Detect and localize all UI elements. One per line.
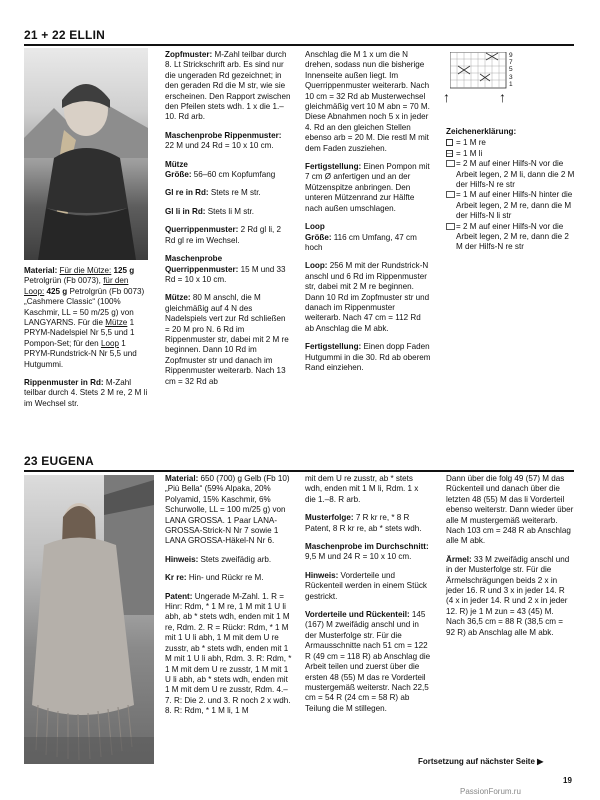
text: Stets li M str. — [207, 206, 255, 216]
inline-text: M-Zahl teilbar durch 4. Stets 2 M re, 2 M li im Wechsel str. — [24, 378, 148, 408]
label: Maschenprobe Querrippenmuster: — [165, 254, 239, 274]
label: Material: — [24, 266, 58, 275]
arrow-up-icon: ↑ — [499, 89, 506, 105]
cable-cross-icon — [446, 223, 455, 230]
paragraph — [165, 207, 291, 217]
text: Stets zweifädig arb. — [200, 554, 272, 564]
paragraph — [165, 573, 293, 583]
inline-text: 1 PRYM-Nadelspiel Nr 5,5 und 1 Pompon-Set; für den — [24, 318, 135, 348]
text: M-Zahl teilbar durch 8. Lt Strickschrift arb. Es sind nur die ungeraden Rd gezeichnet; in den geraden Rd die M str, wie sie erscheinen. Den Rapport zwischen den Pfeilen stets wdh. 1 x die 1.–10. Rd arb. — [165, 50, 291, 122]
text: Dann über die folg 49 (57) M das Rückenteil und danach über die letzten 48 (55) M das li Vorderteil ebenso weiterstr. Dann wieder über alle M mustergemäß weiterarb. Nach 103 cm = 248 R ab Anschlag alle M abk. — [446, 474, 574, 546]
row-number: 5 — [509, 66, 513, 74]
inline-text: 425 g — [46, 286, 68, 296]
paragraph — [165, 50, 291, 123]
legend-title: Zeichenerklärung: — [446, 127, 517, 136]
text: 15 M und 33 Rd = 10 x 10 cm. — [165, 264, 286, 284]
cable-right-icon — [446, 191, 455, 198]
paragraph — [305, 162, 431, 214]
label: Gl li in Rd: — [165, 206, 206, 216]
text: 116 cm Umfang, 47 cm hoch — [305, 232, 417, 252]
text: 2 Rd gl li, 2 Rd gl re im Wechsel. — [165, 225, 282, 245]
label: Musterfolge: — [305, 513, 354, 523]
inline-text: Mütze — [105, 318, 128, 328]
text: 33 M zweifädig anschl und in der Musterfolge str. Für die Ärmelschrägungen beids 2 x in jeder 16. R und 3 x in jeder 14. R (4 x in jeder 14. R und 2 x in jeder 12. R) je 1 M zun = 43 (45) M. Nach 36,5 cm = 88 R (38,5 cm = 92 R) ab Anschlag alle M abk. — [446, 554, 570, 637]
label: Fertigstellung: — [305, 342, 362, 352]
eugena-column-3 — [446, 474, 574, 646]
legend-item — [446, 190, 576, 221]
inline-text: Petrolgrün (Fb 0073), — [24, 276, 101, 286]
label: Kr re: — [165, 573, 187, 583]
text: Ungerade M-Zahl. 1. R = Hinr: Rdm, * 1 M re, 1 M mit 1 U li abh, ab * stets wdh, enden mit 1 M re, Rdm. 2. R = Rückr: Rdm, * 1 M mit 1 U li abh, 1 M mit dem U re zusstr, ab * stets wdh, enden mit 1 M mit 1 U li abh, Rdm. 3. R: Rdm, * 1 M mit dem U re zusstr, 1 M mit 1 U li abh, ab * stets wdh, enden mit 1 M mit dem U re zusstr, Rdm. 4.–7. R: Die 2. und 3. R noch 2 x wdh. 8. R: Rdm, * 1 M li, 1 M — [165, 591, 292, 716]
text: 256 M mit der Rundstrick-N anschl und 6 Rd im Rippenmuster str, dabei mit 2 M re beginnen. Dann 10 Rd im Zopfmuster str und danach im Rippenmuster weiterarb. Nach 47 cm = 112 Rd ab Anschlag die M abk. — [305, 261, 430, 333]
legend-item — [446, 149, 576, 159]
row-number: 3 — [509, 73, 513, 81]
text: Vorderteile und Rückenteil werden in einem Stück gestrickt. — [305, 570, 427, 601]
row-number: 1 — [509, 80, 513, 88]
paragraph — [305, 50, 431, 154]
paragraph — [305, 222, 431, 232]
label: Hinweis: — [165, 554, 199, 564]
label: Zopfmuster: — [165, 50, 213, 59]
inline-text: 1 PRYM-Rundstrick-N Nr 5,5 und Hutgummi. — [24, 338, 137, 369]
paragraph — [165, 225, 291, 246]
ellin-column-3 — [305, 50, 431, 381]
section-heading-eugena: 23 EUGENA — [24, 454, 574, 472]
legend-text: = 2 M auf einer Hilfs-N vor die Arbeit legen, 2 M li, dann die 2 M der Hilfs-N re str — [456, 159, 575, 190]
paragraph — [165, 293, 291, 387]
legend-text: = 2 M auf einer Hilfs-N vor die Arbeit legen, 2 M re, dann die 2 M der Hilfs-N re str — [456, 221, 569, 252]
model-illustration — [24, 48, 148, 260]
text: 7 R kr re, * 8 R Patent, 8 R kr re, ab * stets wdh. — [305, 513, 422, 533]
paragraph — [446, 474, 574, 547]
eugena-column-1 — [165, 474, 293, 725]
section-heading-ellin: 21 + 22 ELLIN — [24, 28, 574, 46]
label: Mütze: — [165, 293, 191, 303]
paragraph — [305, 513, 431, 534]
arrow-up-icon: ↑ — [443, 89, 450, 105]
row-number: 7 — [509, 59, 513, 67]
label: Größe: — [165, 170, 192, 180]
photo-eugena-model — [24, 475, 154, 764]
cable-left-icon — [446, 160, 455, 167]
text: 80 M anschl, die M gleichmäßig auf 4 N des Nadelspiels vert zur Rd schließen = 20 M pro N. 6 Rd im Rippenmuster str, dabei mit 2 M re beginnen. Dann 10 Rd im Zopfmuster str und danach im Rippenmuster weiterarb. Nach 13 cm = 32 Rd ab — [165, 293, 289, 386]
text: Einen Pompon mit 7 cm Ø anfertigen und an der Mützenspitze anbringen. Den unteren Mützenrand zur Hälfte nach außen umschlagen. — [305, 162, 430, 213]
paragraph — [305, 474, 431, 505]
label: Vorderteile und Rückenteil: — [305, 610, 410, 620]
paragraph — [305, 610, 431, 714]
inline-text: für den — [103, 276, 129, 286]
paragraph — [165, 131, 291, 152]
inline-text: Petrolgrün (Fb 0073) „Cashmere Classic“ (100% Kaschmir, LL = 50 m/25 g) von LANGYARNS. Für die — [24, 286, 145, 328]
legend-item — [446, 222, 576, 253]
paragraph — [305, 571, 431, 602]
eugena-column-2 — [305, 474, 431, 722]
paragraph — [165, 254, 291, 285]
paragraph — [305, 233, 431, 254]
text: 56–60 cm Kopfumfang — [193, 170, 276, 180]
label: Fertigstellung: — [305, 162, 362, 172]
label: Querrippenmuster: — [165, 225, 239, 235]
inline-text: Für die Mütze: — [59, 266, 112, 275]
chart-legend — [446, 127, 576, 253]
text: Anschlag die M 1 x um die N drehen, sodass nun die bisherige Innenseite außen liegt. Im Querrippenmuster weiterarb. Nach 10 cm = 32 Rd ab Musterwechsel gleichmäßig vert 10 M abn = 70 M. Diese Abnahmen noch 5 x in jeder 4. Rd an den gleichen Stellen ebenso arb = 20 M. Die restl M mit dem Faden zusziehen. — [305, 50, 430, 153]
text: mit dem U re zusstr, ab * stets wdh, enden mit 1 M li, Rdm. 1 x die 1.–8. R arb. — [305, 474, 419, 504]
text: Stets re M str. — [210, 188, 261, 198]
text: 145 (167) M zweifädig anschl und in der Musterfolge str. Für die Armausschnitte nach 51 cm = 122 R (49 cm = 118 R) ab Anschlag die Arbeit teilen und zuerst über die ersten 48 (55) M das re Vorderteil mustergemäß weiterstr. Nach 22,5 cm = 54 R (24 cm = 58 R) ab Teilung die M stillegen. — [305, 610, 431, 713]
label: Hinweis: — [305, 570, 339, 580]
ellin-column-1 — [24, 266, 150, 417]
label: Material: — [165, 474, 199, 483]
legend-item — [446, 138, 576, 148]
paragraph — [165, 160, 291, 170]
paragraph — [305, 542, 431, 563]
paragraph — [165, 170, 291, 180]
label: Größe: — [305, 232, 332, 242]
chart-row-numbers — [509, 52, 513, 88]
label: Maschenprobe im Durchschnitt: — [305, 542, 429, 552]
model-illustration — [24, 475, 154, 764]
paragraph — [305, 342, 431, 373]
paragraph — [165, 474, 293, 547]
photo-ellin-model — [24, 48, 148, 260]
paragraph — [446, 555, 574, 638]
text: 22 M und 24 Rd = 10 x 10 cm. — [165, 141, 274, 151]
label: Gl re in Rd: — [165, 188, 209, 198]
label: Rippenmuster in Rd: — [24, 378, 104, 388]
label: Maschenprobe Rippenmuster: — [165, 130, 282, 140]
legend-text: = 1 M li — [456, 148, 483, 158]
label: Patent: — [165, 591, 193, 601]
paragraph — [165, 592, 293, 717]
paragraph — [305, 261, 431, 334]
inline-text: Loop — [100, 338, 119, 348]
text: 9,5 M und 24 R = 10 x 10 cm. — [305, 552, 412, 562]
legend-text: = 1 M re — [456, 138, 486, 148]
legend-item — [446, 159, 576, 190]
knit-stitch-icon — [446, 139, 453, 146]
inline-text: 125 g — [113, 266, 135, 275]
text: 650 (700) g Gelb (Fb 10) „Più Bella“ (59% Alpaka, 20% Polyamid, 15% Kaschmir, 6% Schurwolle, LL = 100 m/25 g) von LANA GROSSA. 1 Paar LANA-GROSSA-Strick-N Nr 7 sowie 1 LANA GROSSA-Häkel-N Nr 6. — [165, 474, 290, 546]
purl-stitch-icon — [446, 150, 453, 157]
continued-note: Fortsetzung auf nächster Seite ▶ — [418, 757, 544, 766]
text: Hin- und Rückr re M. — [188, 573, 264, 583]
knitting-chart — [450, 52, 520, 90]
legend-text: = 1 M auf einer Hilfs-N hinter die Arbeit legen, 2 M re, dann die M der Hilfs-N li str — [456, 190, 573, 221]
inline-text: Loop: — [24, 286, 45, 296]
label: Ärmel: — [446, 554, 472, 564]
page-number: 19 — [563, 776, 572, 785]
ellin-column-2 — [165, 50, 291, 395]
paragraph — [165, 188, 291, 198]
watermark: PassionForum.ru — [460, 787, 521, 796]
label: Mütze — [165, 159, 188, 169]
label: Loop — [305, 222, 325, 232]
paragraph — [165, 555, 293, 565]
label: Loop: — [305, 261, 328, 271]
row-number: 9 — [509, 52, 513, 59]
text: Einen dopp Faden Hutgummi in die 30. Rd ab oberem Rand einziehen. — [305, 342, 431, 372]
